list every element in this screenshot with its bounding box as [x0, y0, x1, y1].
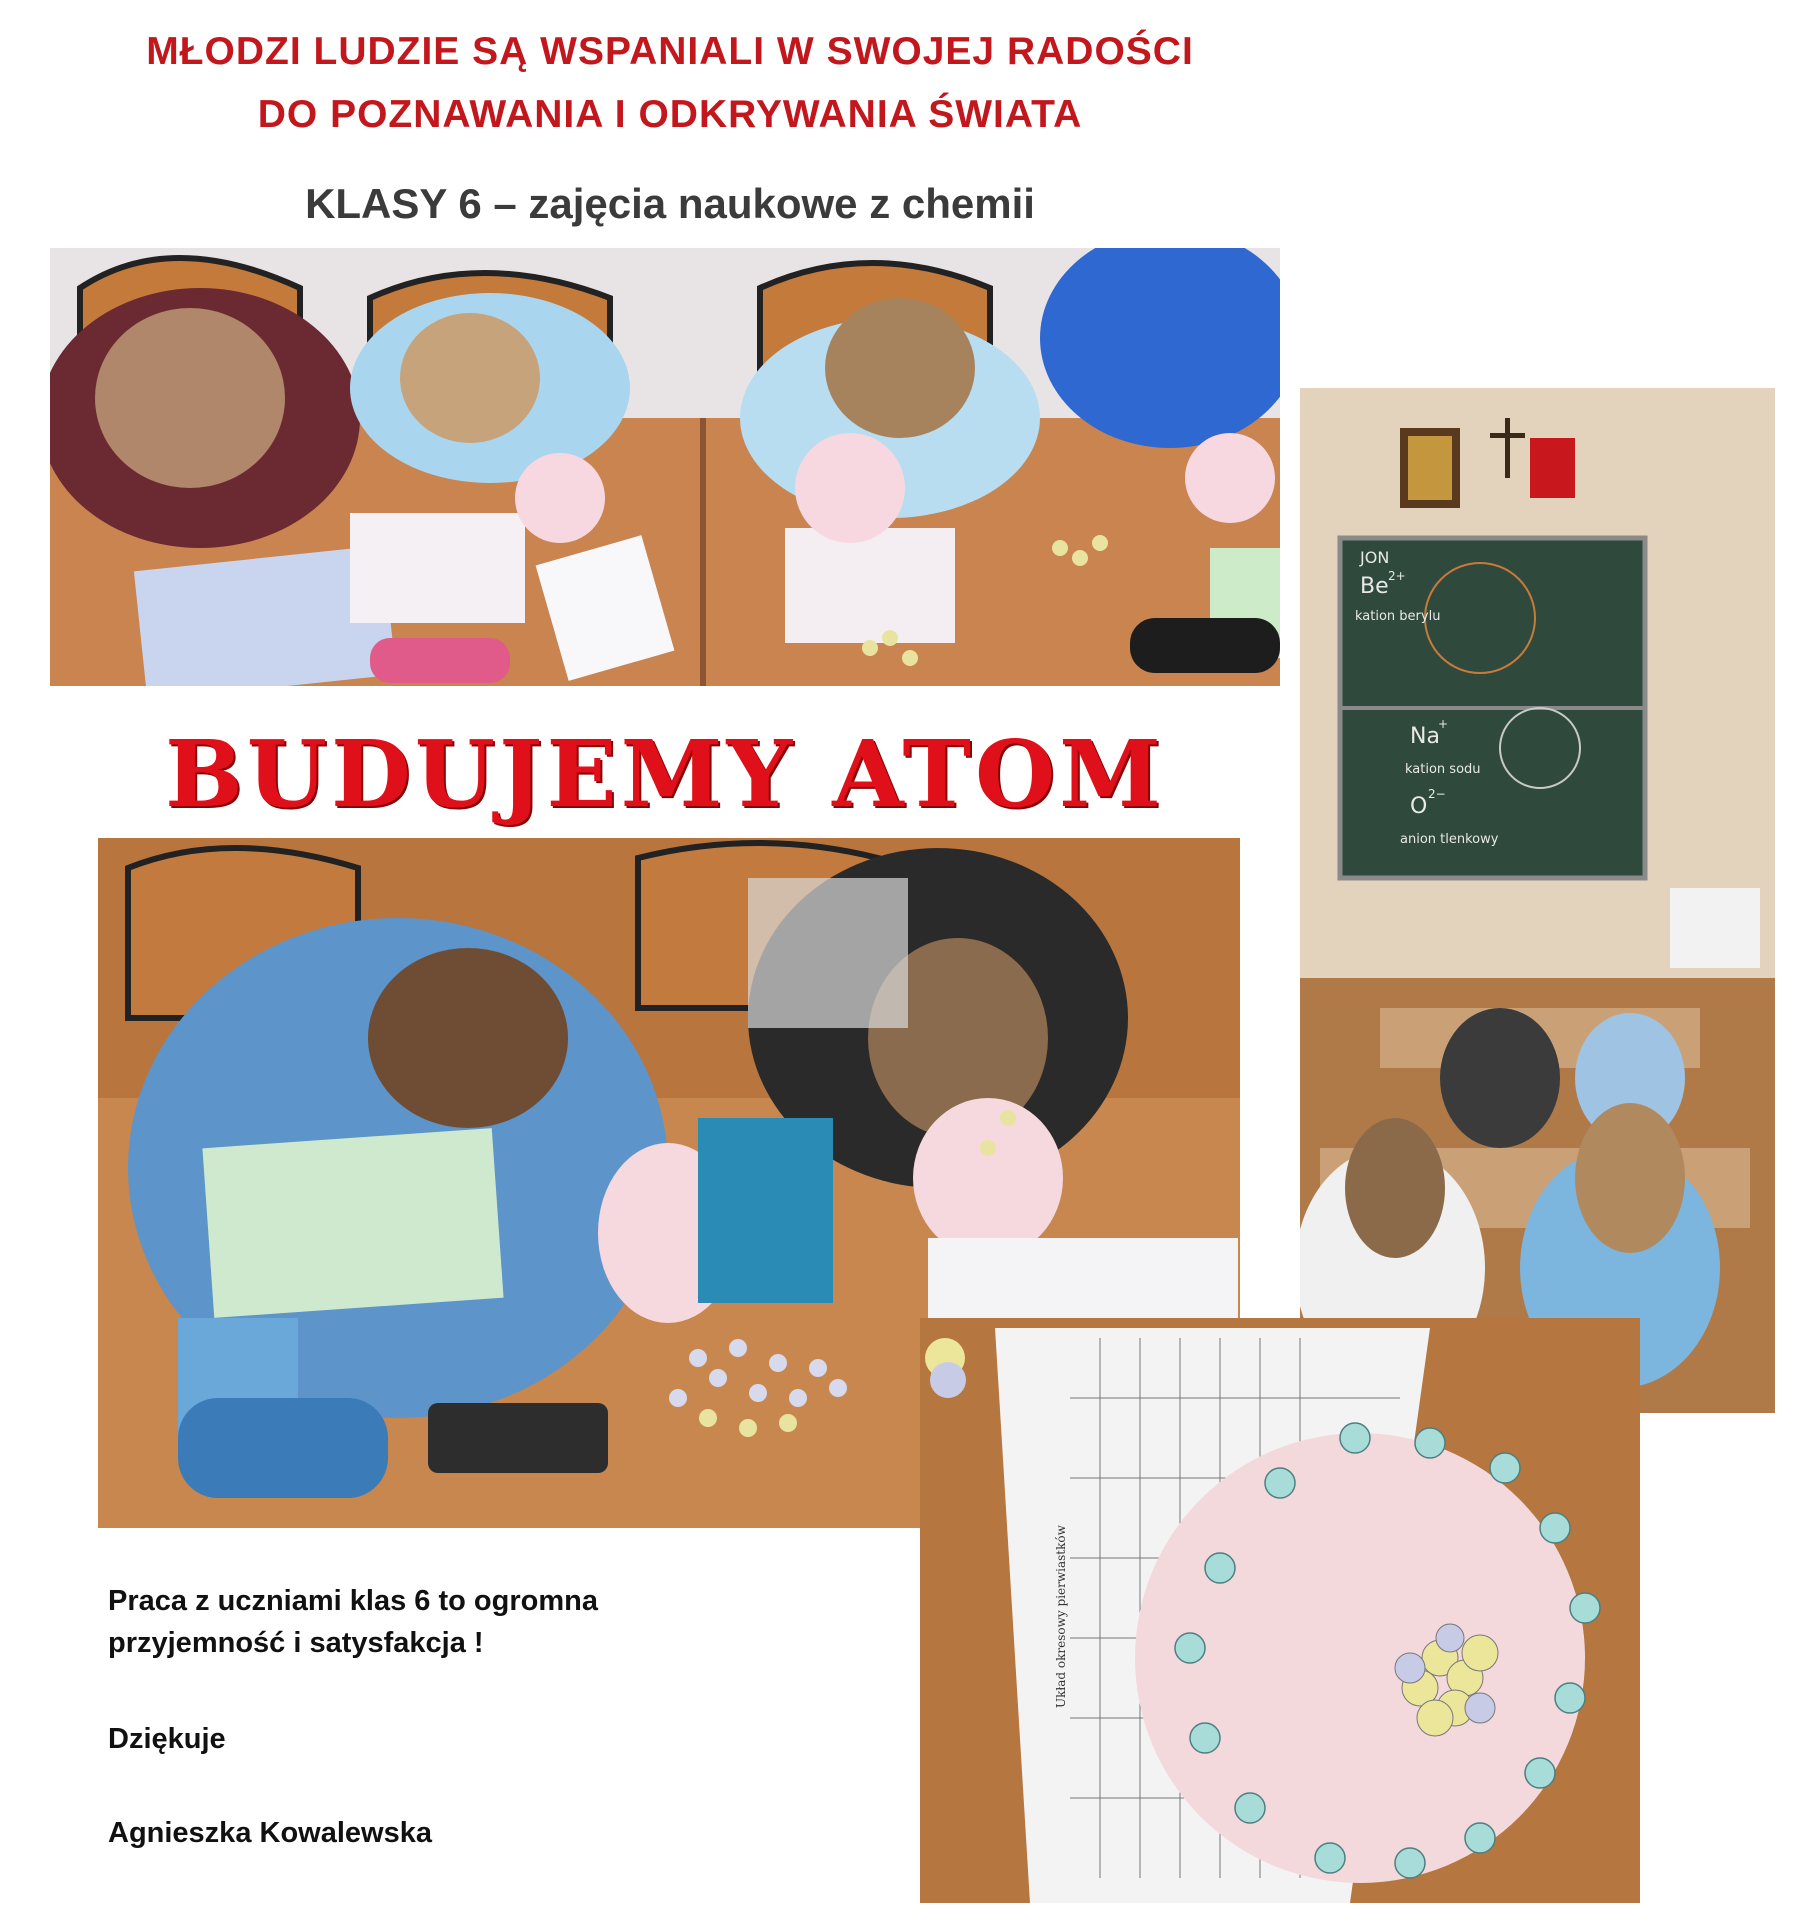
board-text-2: Be [1360, 574, 1389, 599]
subtitle: KLASY 6 – zajęcia naukowe z chemii [305, 180, 1035, 227]
closing-line-1: Praca z uczniami klas 6 to ogromna [108, 1585, 598, 1617]
board-text-5: kation sodu [1405, 762, 1481, 777]
author-name: Agnieszka Kowalewska [108, 1817, 432, 1849]
photo-classroom-blackboard [1300, 388, 1775, 1413]
photo-students-desk-top [50, 248, 1280, 686]
board-text-4-charge: + [1438, 717, 1449, 731]
headline-line-1: MŁODZI LUDZIE SĄ WSPANIALI W SWOJEJ RADOŚCI [146, 30, 1194, 73]
board-text-6-charge: 2− [1428, 787, 1446, 801]
board-text-2-charge: 2+ [1388, 569, 1406, 583]
board-text-1: JON [1360, 548, 1390, 567]
board-text-4: Na [1410, 724, 1440, 749]
periodic-table-label: Układ okresowy pierwiastków [1054, 1525, 1068, 1708]
page-title: BUDUJEMY ATOM [165, 720, 1165, 828]
photo-atom-model-periodic-table [920, 1318, 1640, 1903]
headline-line-2: DO POZNAWANIA I ODKRYWANIA ŚWIATA [257, 93, 1083, 136]
board-text-3: kation berylu [1355, 609, 1441, 624]
board-text-6: O [1410, 794, 1428, 819]
board-text-7: anion tlenkowy [1400, 832, 1499, 847]
thanks-text: Dziękuje [108, 1723, 226, 1755]
closing-line-2: przyjemność i satysfakcja ! [108, 1627, 484, 1659]
